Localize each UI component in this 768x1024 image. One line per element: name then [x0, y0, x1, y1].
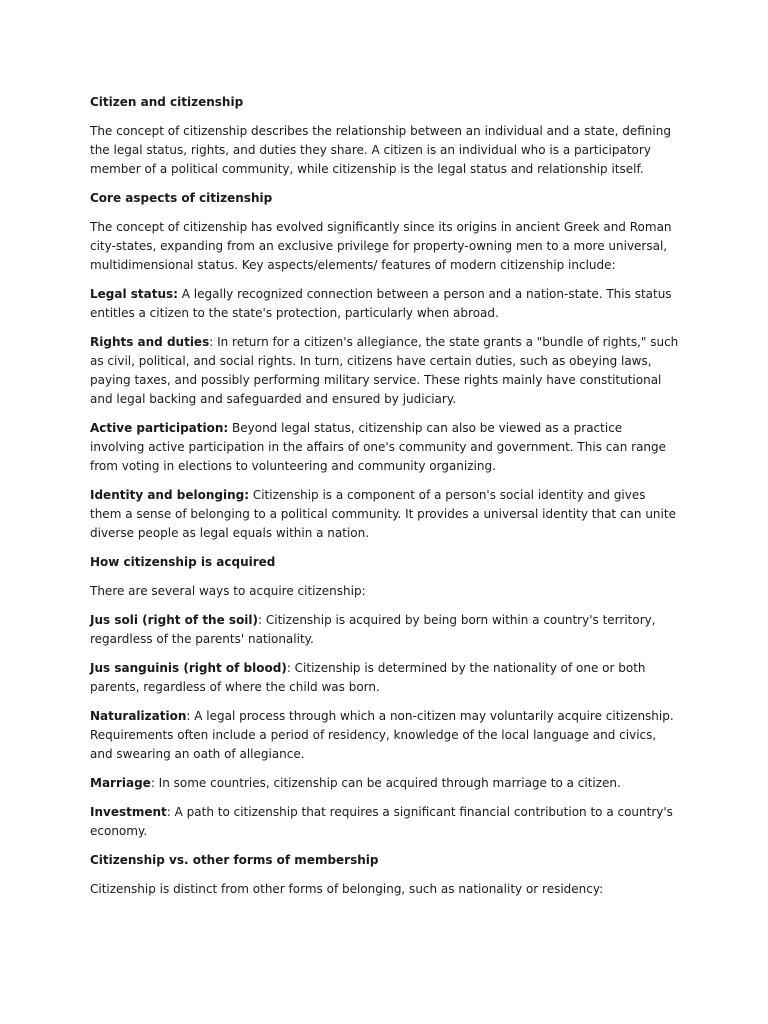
aspect-active-participation: [90, 419, 680, 476]
aspect-text: A legally recognized connection between a person and a nation-state. This status entitles a citizen to the state's protection, particularly when abroad.: [90, 287, 672, 320]
way-investment: [90, 803, 680, 841]
way-text: : A path to citizenship that requires a significant financial contribution to a country's economy.: [90, 805, 673, 838]
aspect-term: Identity and belonging:: [90, 488, 249, 502]
section-heading-core-aspects: Core aspects of citizenship: [90, 191, 273, 205]
way-term: Jus sanguinis (right of blood): [90, 661, 287, 675]
way-marriage: [90, 774, 680, 793]
way-naturalization: [90, 707, 680, 764]
aspect-term: Rights and duties: [90, 335, 210, 349]
aspect-term: Active participation:: [90, 421, 229, 435]
aspect-rights-and-duties: [90, 333, 680, 409]
document-page: [90, 93, 680, 909]
core-aspects-intro: The concept of citizenship has evolved significantly since its origins in ancient Greek and Roman city-states, expanding from an exclusive privilege for property-owning men to a more universal, multidimensional status. Key aspects/elements/ features of modern citizenship include:: [90, 220, 672, 272]
section-heading-acquisition: How citizenship is acquired: [90, 555, 276, 569]
aspect-text: Beyond legal status, citizenship can also be viewed as a practice involving active participation in the affairs of one's community and government. This can range from voting in elections to volunteering and community organizing.: [90, 421, 667, 473]
aspect-identity-and-belonging: [90, 486, 680, 543]
way-jus-sanguinis: [90, 659, 680, 697]
way-term: Investment: [90, 805, 167, 819]
aspect-legal-status: [90, 285, 680, 323]
intro-paragraph: The concept of citizenship describes the relationship between an individual and a state, defining the legal status, rights, and duties they share. A citizen is an individual who is a participatory member of a political community, while citizenship is the legal status and relationship itself.: [90, 124, 671, 176]
way-text: : A legal process through which a non-citizen may voluntarily acquire citizenship. Requirements often include a period of residency, knowledge of the local language and civics, and swearing an oath of allegiance.: [90, 709, 674, 761]
aspect-text: : In return for a citizen's allegiance, the state grants a "bundle of rights," such as civil, political, and social rights. In turn, citizens have certain duties, such as obeying laws, paying taxes, and possibly performing military service. These rights mainly have constitutional and legal backing and safeguarded and ensured by judiciary.: [90, 335, 679, 406]
way-text: : Citizenship is acquired by being born within a country's territory, regardless of the parents' nationality.: [90, 613, 656, 646]
acquisition-intro: There are several ways to acquire citizenship:: [90, 584, 366, 598]
document-title: Citizen and citizenship: [90, 95, 244, 109]
way-term: Marriage: [90, 776, 151, 790]
other-membership-intro: Citizenship is distinct from other forms of belonging, such as nationality or residency:: [90, 882, 604, 896]
way-text: : In some countries, citizenship can be acquired through marriage to a citizen.: [150, 776, 621, 790]
aspect-term: Legal status:: [90, 287, 178, 301]
way-text: : Citizenship is determined by the nationality of one or both parents, regardless of where the child was born.: [90, 661, 646, 694]
way-term: Jus soli (right of the soil): [90, 613, 259, 627]
section-heading-other-membership: Citizenship vs. other forms of membership: [90, 853, 379, 867]
aspect-text: Citizenship is a component of a person's social identity and gives them a sense of belonging to a political community. It provides a universal identity that can unite diverse people as legal equals within a nation.: [90, 488, 676, 540]
way-term: Naturalization: [90, 709, 187, 723]
way-jus-soli: [90, 611, 680, 649]
